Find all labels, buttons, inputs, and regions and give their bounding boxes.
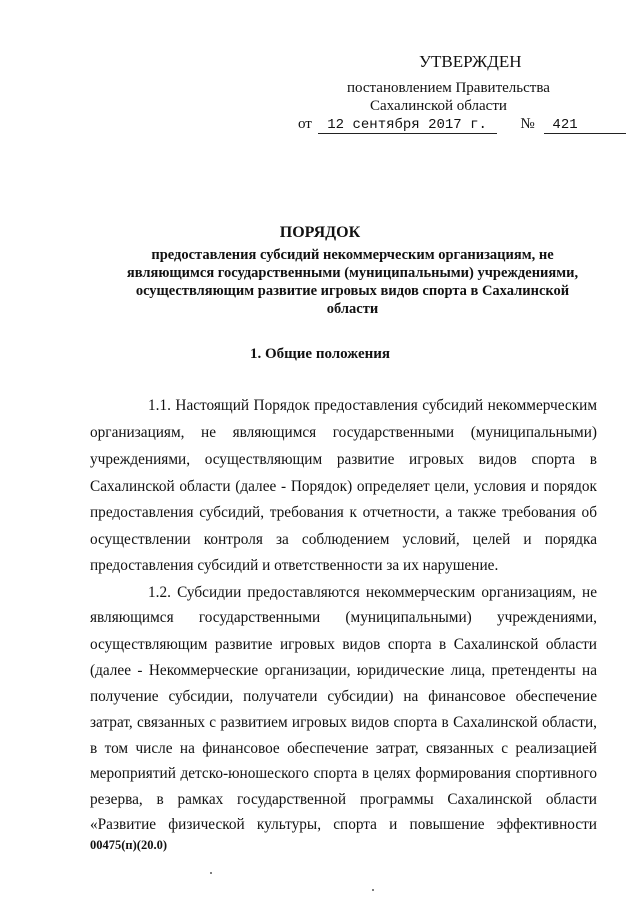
approval-region-line: Сахалинской области [370,98,507,114]
body-line: осуществляющим развитие игровых видов спорта в Сахалинской области [90,636,597,653]
body-line: предоставления субсидий и ответственности за их нарушение. [90,557,499,574]
document-subtitle [120,246,585,318]
body-line: учреждениями, осуществляющим развитие игровых видов спорта в [90,451,597,468]
subtitle-line: являющимся государственными (муниципальными) учреждениями, [126,265,579,281]
body-line: затрат, связанных с развитием игровых видов спорта в Сахалинской области, [90,714,597,731]
approval-date-row [298,116,626,134]
number-label: № [520,116,535,132]
subtitle-line: предоставления субсидий некоммерческим организациям, не [151,247,554,263]
approval-number: 421 [544,117,626,134]
section-heading: 1. Общие положения [249,346,391,362]
body-line: (далее - Некоммерческие организации, юридические лица, претенденты на [90,662,597,679]
body-line: осуществлении контроля за соблюдением условий, целей и порядка [90,531,597,548]
document-title: ПОРЯДОК [279,224,361,241]
scan-speck [210,872,212,874]
approved-stamp: УТВЕРЖДЕН [419,52,522,71]
body-line: в том числе на финансовое обеспечение затрат, связанных с реализацией [90,740,597,757]
subtitle-line: области [326,301,379,317]
body-line: являющимся государственными (муниципальными) учреждениями, [90,609,597,626]
scan-speck [372,889,374,891]
body-line: резерва, в рамках государственной программы Сахалинской области [90,791,597,808]
body-line: «Развитие физической культуры, спорта и повышение эффективности [90,816,597,833]
body-line: организациям, не являющимся государственными (муниципальными) [90,424,597,441]
body-line: 1.2. Субсидии предоставляются некоммерческим организациям, не [148,584,597,601]
body-line: 1.1. Настоящий Порядок предоставления субсидий некоммерческим [148,397,597,414]
body-line: предоставления субсидий, требования к отчетности, а также требования об [90,504,597,521]
subtitle-line: осуществляющим развитие игровых видов спорта в Сахалинской [135,283,570,299]
approval-decree-line: постановлением Правительства [347,80,550,96]
body-line: мероприятий детско-юношеского спорта в целях формирования спортивного [90,765,597,782]
body-line: Сахалинской области (далее - Порядок) определяет цели, условия и порядок [90,478,597,495]
date-prefix: от [298,116,312,132]
footer-code: 00475(п)(20.0) [90,838,167,852]
body-line: получение субсидии, получатели субсидии) на финансовое обеспечение [90,688,597,705]
approval-date: 12 сентября 2017 г. [318,117,497,134]
